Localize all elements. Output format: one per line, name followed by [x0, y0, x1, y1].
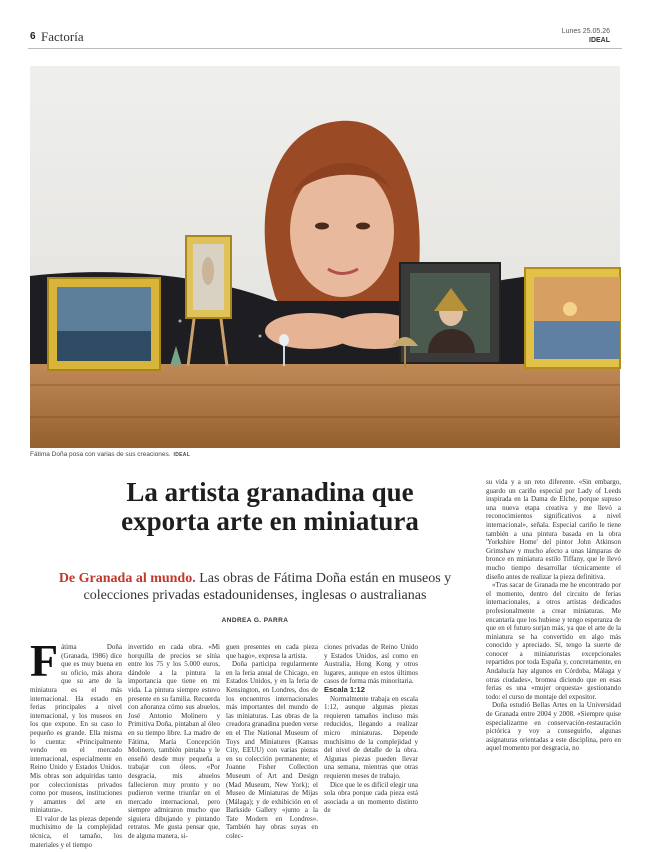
deck-text: Las obras de Fátima Doña están en museos y colecciones privadas estadounidenses, inglesas o australianas [83, 571, 452, 603]
body-column-3 [226, 643, 318, 843]
body-column-1 [30, 635, 122, 849]
body-paragraph: Doña participa regularmente en la feria anual de Chicago, en Estados Unidos, y en la feria de Kensington, en Londres, dos de los encuentros internacionales más importantes del mundo de las miniaturas. Las obras de la creadora granadina pueden verse en el The National Museum of Toys and Miniatures (Kansas City, EEUU) con varias piezas en su colección permanente; el Joanne Fisher Collection Museum of Art and Design (Mad Museum, New York); el Museo de Miniaturas de Mijas (Málaga); y de exhibición en el Barkside Gallery «junto a la Tate Modern en Londres». También hay obras suyas en colec- [226, 660, 318, 841]
lead-photo [30, 66, 620, 448]
body-paragraph: Dice que le es difícil elegir una sola obra porque cada pieza está asociada a un momento distinto de [324, 780, 418, 815]
deck [30, 570, 480, 604]
miniatures-illustration [30, 66, 620, 448]
photo-credit: IDEAL [173, 452, 191, 458]
headline [60, 478, 480, 536]
body-paragraph: átima Doña (Granada, 1986) dice que es muy buena en su oficio, más ahora que su arte de la miniatura es el más internacional. Ha estado en ferias principales a nivel internacional, y los museos en los que expone. En su caso lo pequeño es grande. Ella misma lo cuenta: «Principalmente vendo en el mercado internacional, especialmente en Reino Unido y Estados Unidos. Mis obras son adquiridas tanto por coleccionistas privados como por museos, instituciones y amantes del arte en miniatura». [30, 643, 122, 815]
body-paragraph: Doña estudió Bellas Artes en la Universidad de Granada entre 2004 y 2008. «Siempre quise especializarme en conservación-restauración pictórica y voy a conseguirlo, algunas asignaturas orientadas a este disciplina, pero en aquel momento por desgracia, no [486, 701, 621, 753]
caption-text: Fátima Doña posa con varias de sus creaciones. [30, 451, 171, 458]
deck-kicker: De Granada al mundo. [58, 571, 196, 586]
page-number: 6 [30, 31, 36, 42]
newspaper-name: IDEAL [589, 37, 610, 44]
body-column-right [486, 478, 621, 844]
body-paragraph: El valor de las piezas depende muchísimo de la complejidad técnica, el tamaño, los materiales y el tiempo [30, 814, 122, 849]
section-name: Factoría [41, 29, 84, 44]
body-paragraph: «Tras sacar de Granada me he encontrado por el momento, dentro del circuito de ferias internacionales, a otros artistas dedicados profesionalmente a crear miniaturas. Me encantaría que los hubiese y tengo esperanza de que en el futuro surjan más, ya que el arte de la miniatura se ha convertido en algo más conocido y apreciado. Sí, tengo la suerte de conocer a miniaturistas excepcionales repartidos por toda España y, concretamente, en Andalucía hay algunos en Córdoba, Málaga y otras ciudades», bromea diciendo que en esas ferias es una «mujer orquesta» gestionando todo: el curso de montaje del expositor. [486, 581, 621, 701]
body-column-4 [324, 643, 418, 843]
headline-line-2: exporta arte en miniatura [121, 506, 419, 536]
byline: ANDREA G. PARRA [221, 617, 289, 624]
body-paragraph: invertido en cada obra. «Mi horquilla de precios se sitúa entre los 75 y los 5.000 euros, dándole a la pintura la importancia que tiene en mi vida. La pintura siempre estuvo presente en su familia. Recuerda con añoranza cómo sus abuelos, José Antonio Molinero y Primitiva Doña, pintaban al óleo en su tiempo libre. La madre de Fátima, María Concepción Molinero, también pintaba y le enseñó desde muy pequeña a trabajar con óleos. «Por desgracia, mis abuelos fallecieron muy pronto y no pudieron verme triunfar en el mercado internacional, pero siempre admiraron mucho que siguiera dibujando y pintando retratos. Me gusta pensar que, de alguna manera, si- [128, 643, 220, 841]
body-column-2 [128, 643, 220, 843]
issue-date: Lunes 25.05.26 [561, 28, 610, 35]
header-rule [28, 48, 622, 49]
body-paragraph: Normalmente trabaja en escala 1:12, aunque algunas piezas requieren tamaños incluso más reducidos, llegando a realizar micro miniaturas. Depende muchísimo de la complejidad y del nivel de detalle de la obra. Algunas piezas pueden llevar una semana, mientras que otras requieren meses de trabajo. [324, 694, 418, 780]
body-paragraph: guen presentes en cada pieza que hago», expresa la artista. [226, 643, 318, 660]
body-paragraph: ciones privadas de Reino Unido y Estados Unidos, así como en Australia, Hong Kong y otros lugares, aunque en estos últimos casos de forma más minoritaria. [324, 643, 418, 686]
body-paragraph: su vida y a un reto diferente. «Sin embargo, guardo un cariño especial por Lady of Leeds inspirada en la Dama de Elche, porque supuso una nueva etapa creativa y me llevó a reconocimientos significativos a nivel internacional», señala. Especial cariño le tiene también a una pintura basada en la obra 'Yorkshire Home' del pintor John Atkinson Grimshaw y mucho afecto a unas lámparas de bronce en miniatura estilo Tiffany, que le llevó mucho tiempo desarrollar técnicamente el diseño antes de realizar la pieza definitiva. [486, 478, 621, 581]
photo-caption [30, 451, 190, 458]
dropcap: F [30, 635, 59, 686]
headline-line-1: La artista granadina que [126, 477, 414, 507]
subhead: Escala 1:12 [324, 684, 365, 694]
